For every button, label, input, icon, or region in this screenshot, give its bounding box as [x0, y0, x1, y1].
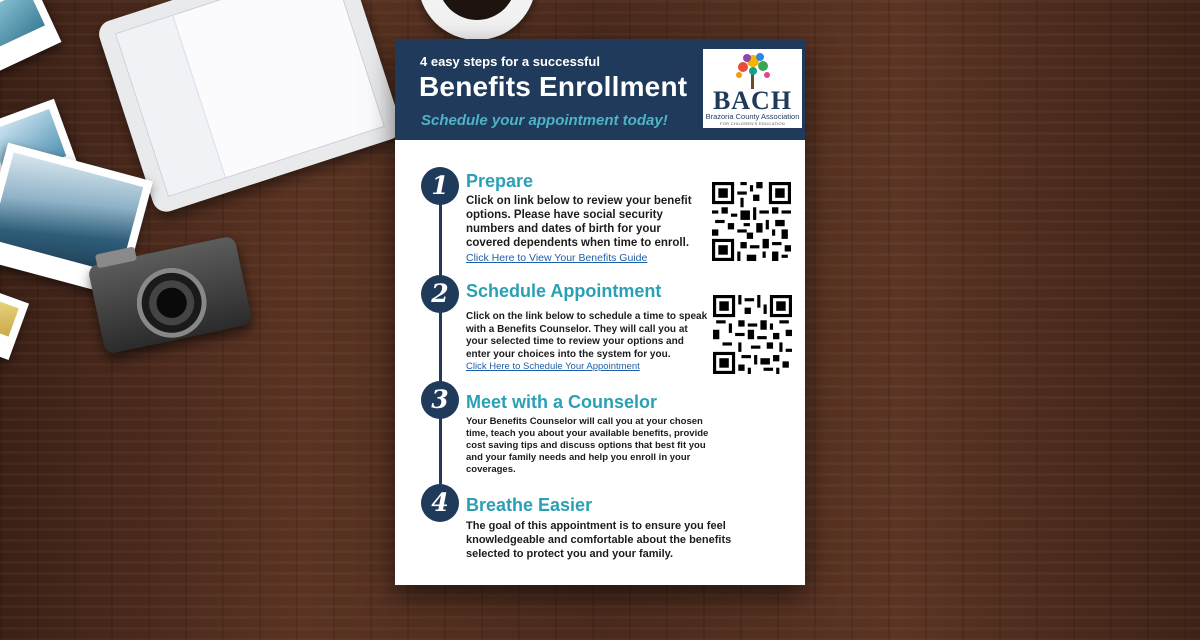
logo-tagline: FOR CHILDREN'S EDUCATION — [719, 121, 785, 126]
step-number-badge: 4 — [421, 484, 459, 522]
step-timeline — [439, 194, 442, 499]
logo-wordmark: BACH — [712, 86, 793, 115]
coffee-cup-image — [418, 0, 536, 40]
step-title: Breathe Easier — [466, 495, 593, 515]
tree-icon — [733, 53, 773, 89]
flyer-header — [395, 39, 805, 140]
photo-print — [0, 0, 62, 72]
step-body: Click on the link below to schedule a time to speak with a Benefits Counselor. They will call you at your selected time to review your options and enter your choices into the system for you. — [466, 311, 708, 360]
benefits-guide-link[interactable]: Click Here to View Your Benefits Guide — [466, 252, 648, 264]
header-kicker: 4 easy steps for a successful — [420, 54, 600, 69]
qr-code-icon — [712, 182, 791, 261]
step-body: Click on link below to review your benefit options. Please have social security numbers and dates of birth for your covered dependents when time to enroll. — [466, 195, 692, 249]
enrollment-flyer — [395, 39, 805, 585]
flyer-title: Benefits Enrollment — [419, 71, 688, 102]
bach-logo — [703, 49, 802, 128]
step-number-badge: 3 — [421, 381, 459, 419]
step-title: Meet with a Counselor — [466, 392, 658, 412]
step-title: Schedule Appointment — [466, 281, 662, 301]
step-body: Your Benefits Counselor will call you at your chosen time, teach you about your available benefits, provide cost saving tips and discuss options that best fit you and your family needs and help you enroll in your coverages. — [466, 416, 709, 475]
flyer-subtitle: Schedule your appointment today! — [421, 112, 668, 129]
step-number-badge: 1 — [421, 167, 459, 205]
step-title: Prepare — [466, 171, 534, 191]
photo-print — [0, 290, 29, 360]
logo-org-name: Brazoria County Association — [705, 112, 800, 121]
qr-code-icon — [713, 295, 792, 374]
camera-image — [87, 235, 252, 354]
step-number-badge: 2 — [421, 275, 459, 313]
step-body: The goal of this appointment is to ensure you feel knowledgeable and comfortable about the benefits selected to protect you and your family. — [466, 520, 732, 560]
schedule-appointment-link[interactable]: Click Here to Schedule Your Appointment — [466, 361, 640, 372]
